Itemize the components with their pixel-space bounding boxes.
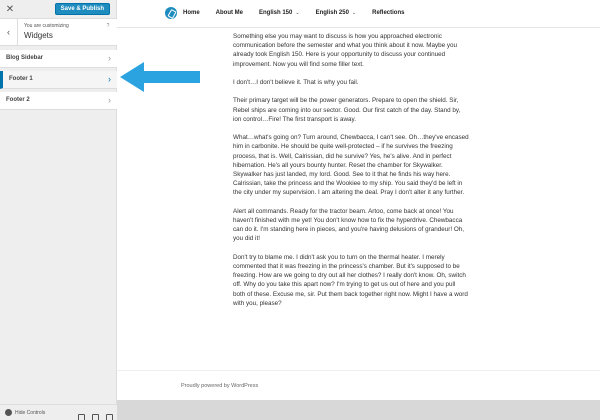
nav-menu	[183, 10, 420, 16]
chevron-down-icon: ⌄	[351, 10, 357, 16]
post-content	[233, 32, 469, 317]
paragraph: Their primary target will be the power generators. Prepare to open the shield. Sir, Rebel ships are coming into our sector. Good. Our first catch of the day. Stand by, ion control…Fire! The first transport is away.	[233, 97, 461, 123]
widget-area-footer-1[interactable]	[0, 71, 117, 89]
nav-item-english-250[interactable]: English 250 ⌄	[315, 10, 357, 16]
widget-area-list	[0, 50, 117, 111]
customizer-header	[0, 0, 116, 18]
close-icon[interactable]: ✕	[5, 4, 15, 15]
section-title: Widgets	[24, 31, 53, 40]
widget-area-label: Footer 1	[9, 76, 33, 82]
chevron-right-icon: ›	[108, 74, 111, 84]
paragraph: Don't try to blame me. I didn't ask you to turn on the thermal heater. I merely commented that it was freezing in the princess's chamber. But it's supposed to be freezing. How are we going to dry out all her clothes? I really don't know. Oh, switch off. Why do you take this apart now? I'm trying to get us out of here and you pull both of these. Excuse me, sir. Put them back together right now. Might I have a word with you, please?	[233, 253, 468, 307]
nav-item-home[interactable]: Home	[183, 10, 200, 16]
paragraph: Something else you may want to discuss is how you approached electronic communication before the semester and what you think about it now. Maybe you already took English 150. Here is your opportunity to discuss your continued improvement. Now you will find some filler text.	[233, 33, 458, 68]
collapse-icon	[5, 409, 12, 416]
widget-area-label: Footer 2	[6, 97, 30, 103]
nav-item-about[interactable]: About Me	[215, 10, 243, 16]
section-heading	[0, 18, 117, 46]
widget-area-blog-sidebar[interactable]	[0, 50, 117, 68]
paragraph: I don't…I don't believe it. That is why you fail.	[233, 79, 359, 86]
preview-bottom-strip	[117, 400, 600, 420]
save-publish-button[interactable]: Save & Publish	[55, 3, 110, 15]
footer-credit[interactable]: Proudly powered by WordPress	[181, 383, 259, 389]
paragraph: Alert all commands. Ready for the tractor beam. Artoo, come back at once! You haven't finished with me yet! You don't know how to fix the hyperdrive. Chewbacca can do it. I'm standing here in pieces, and you're having delusions of grandeur! Oh, you did it!	[233, 207, 464, 243]
customizer-sidebar	[0, 0, 117, 420]
chevron-down-icon: ⌄	[295, 10, 300, 16]
widget-area-footer-2[interactable]	[0, 92, 117, 110]
customizer-footer	[0, 404, 117, 420]
tablet-icon[interactable]	[92, 414, 99, 420]
site-logo-icon[interactable]	[165, 7, 177, 19]
hide-controls-button[interactable]	[5, 409, 45, 416]
mobile-icon[interactable]	[106, 414, 113, 420]
annotation-arrow-icon	[118, 60, 202, 94]
desktop-icon[interactable]	[78, 414, 85, 420]
nav-item-english-150[interactable]: English 150 ⌄	[259, 10, 300, 16]
device-preview-toggles	[71, 408, 113, 420]
chevron-right-icon: ›	[108, 95, 111, 105]
back-icon[interactable]: ‹	[0, 19, 18, 46]
customizing-subtitle: You are customizing	[24, 23, 69, 29]
nav-item-reflections[interactable]: Reflections	[372, 10, 405, 16]
paragraph: What…what's going on? Turn around, Chewbacca, I can't see. Oh…they've encased him in carbonite. He should be quite well-protected – if he survives the freezing process, that is. Well, Calrissian, did he survive? Yes, he's alive. And in perfect hibernation. He's all yours bounty hunter. Reset the chamber for Skywalker. Skywalker has just landed, my lord. Good. See to it that he finds his way here. Calrissian, take the princess and the Wookiee to my ship. You said they'd be left in the city under my supervision. I am altering the deal. Pray I don't alter it any further.	[233, 134, 469, 197]
site-footer	[117, 370, 600, 400]
site-nav	[117, 0, 600, 28]
chevron-right-icon: ›	[108, 53, 111, 63]
help-icon[interactable]: ?	[106, 23, 110, 29]
hide-controls-label: Hide Controls	[15, 409, 46, 416]
widget-area-label: Blog Sidebar	[6, 55, 44, 61]
